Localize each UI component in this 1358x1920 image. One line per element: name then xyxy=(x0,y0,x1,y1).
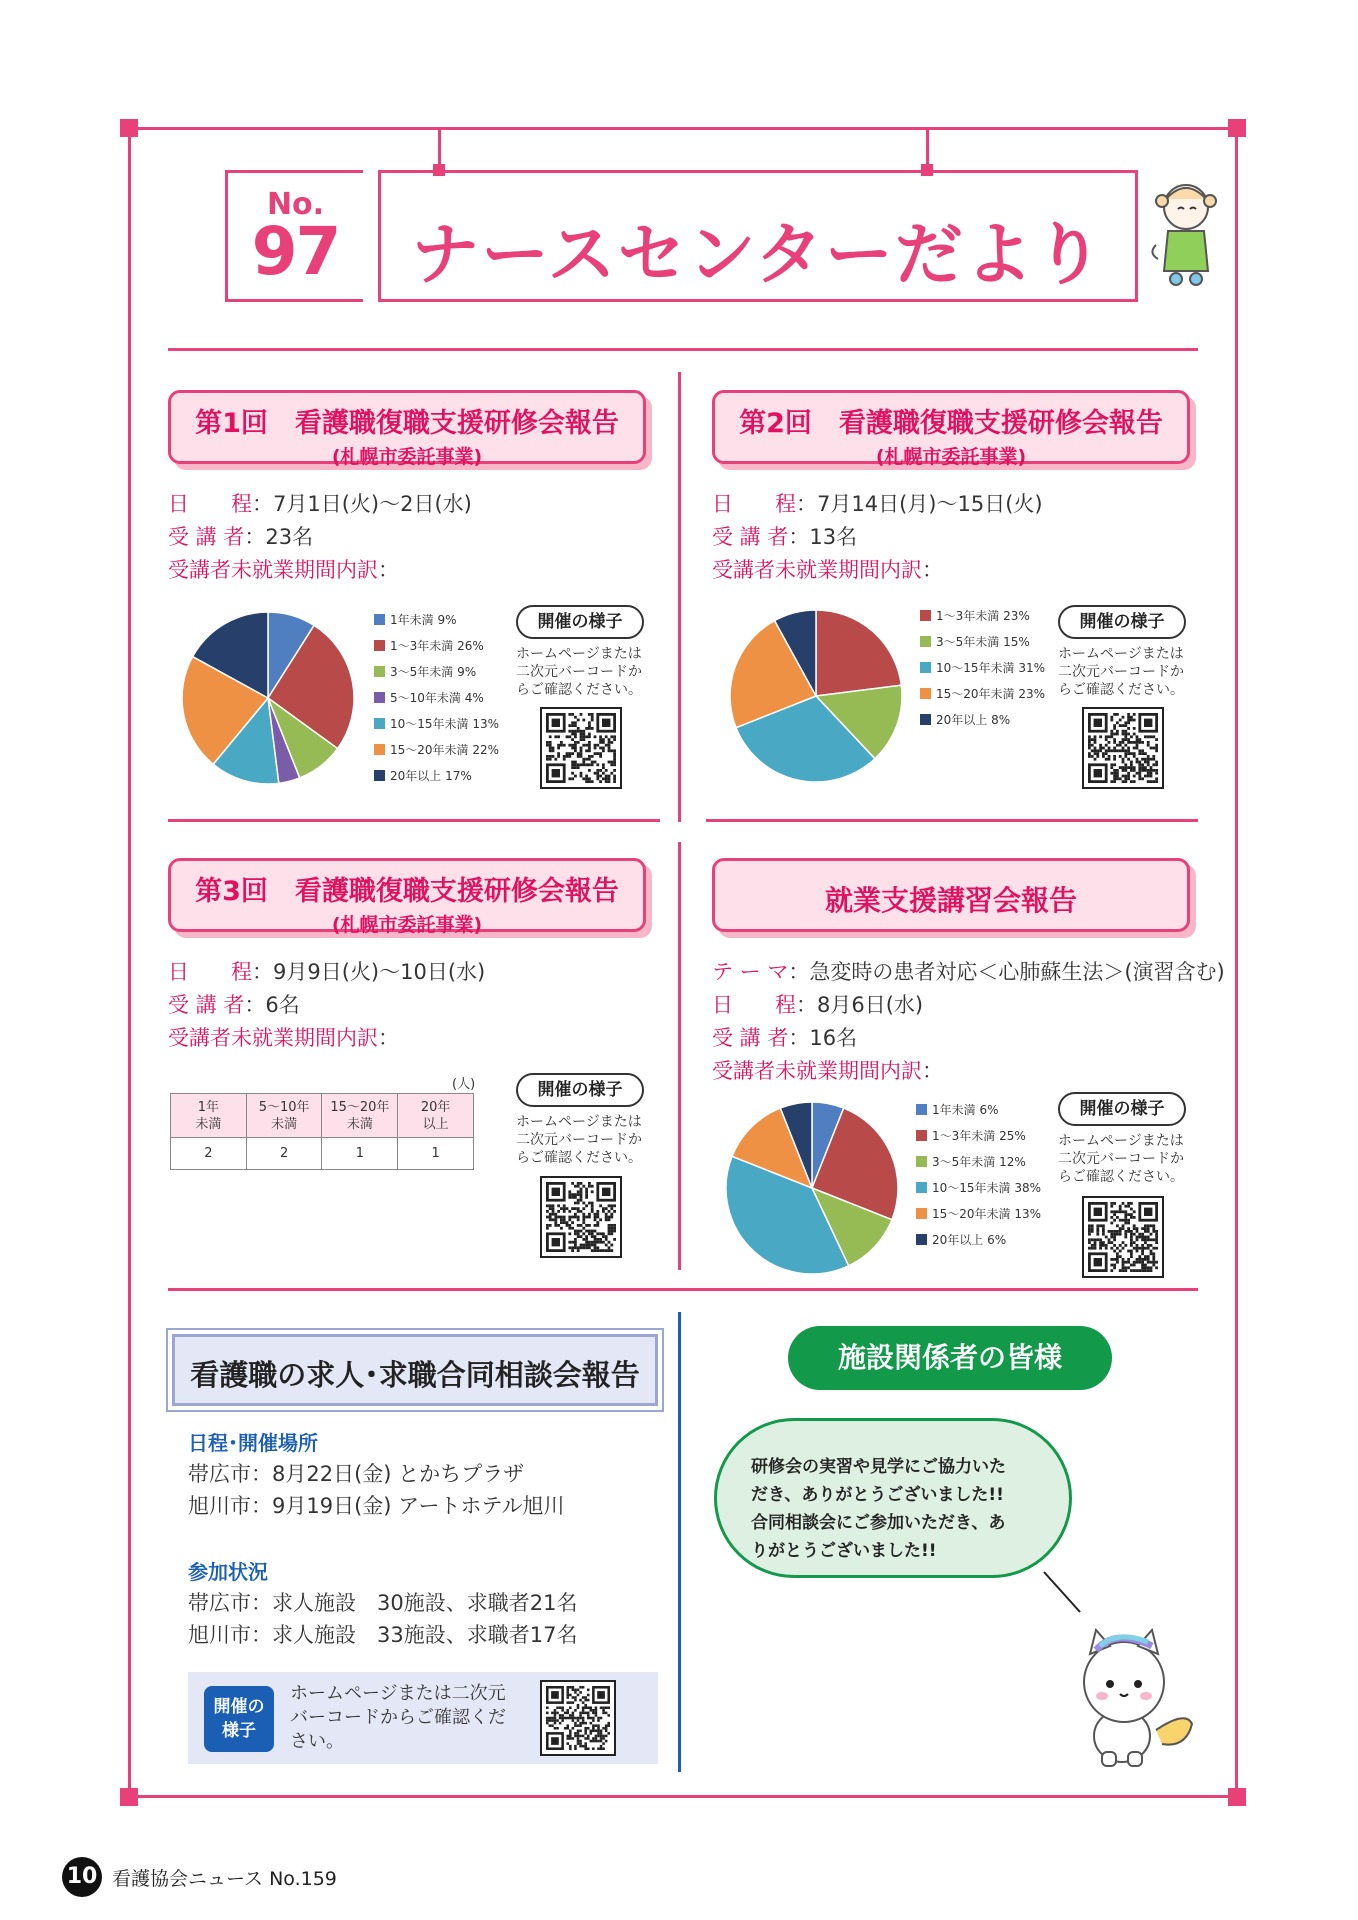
report1-title: 第1回 看護職復職支援研修会報告 xyxy=(195,408,619,439)
table-header-cell: 5～10年 未満 xyxy=(246,1094,322,1138)
legend-swatch xyxy=(916,1130,927,1141)
legend-swatch xyxy=(374,770,385,781)
schedule-label: 日 程 xyxy=(168,960,252,984)
message-line: だき、ありがとうございました!! xyxy=(751,1485,1004,1505)
page-title-box xyxy=(378,170,1138,302)
qr-code[interactable] xyxy=(1082,707,1164,789)
divider-center-lower[interactable] xyxy=(678,1312,681,1772)
frame-corner xyxy=(1228,119,1246,137)
legend-label: 10～15年未満 38% xyxy=(932,1180,1042,1195)
legend-swatch xyxy=(916,1182,927,1193)
legend-item xyxy=(920,654,1045,680)
legend-swatch xyxy=(920,714,931,725)
report3-subtitle: (札幌市委託事業) xyxy=(331,914,483,936)
qr-code[interactable] xyxy=(540,707,622,789)
divider-center-middle xyxy=(678,842,681,1270)
divider-middle-left xyxy=(168,819,660,822)
kaisai-text: ホームページまたは二次元バーコードからご確認ください。 xyxy=(1058,646,1184,698)
qr-pattern xyxy=(1088,1202,1158,1272)
legend-label: 15～20年未満 23% xyxy=(936,686,1046,701)
speech-bubble xyxy=(714,1418,1072,1578)
pie-slice-1 xyxy=(816,610,901,696)
kaisai-badge: 開催の様子 xyxy=(516,1073,644,1107)
breakdown-colon: ： xyxy=(378,558,399,582)
divider-top xyxy=(168,348,1198,351)
qr-code[interactable] xyxy=(1082,1196,1164,1278)
report4-info xyxy=(712,956,1225,1088)
legend-item xyxy=(916,1174,1041,1200)
table-cell: 2 xyxy=(246,1138,322,1170)
status-line: 旭川市：求人施設 33施設、求職者17名 xyxy=(188,1623,578,1647)
message-line: 研修会の実習や見学にご協力いた xyxy=(751,1457,1006,1477)
legend-swatch xyxy=(920,636,931,647)
attendees-label: 受 講 者 xyxy=(712,1026,789,1050)
divider-center-upper xyxy=(678,372,681,822)
speech-bubble-text xyxy=(751,1453,1051,1565)
legend-item xyxy=(916,1148,1041,1174)
page-title: ナースセンターだより xyxy=(411,216,1105,295)
qr-pattern xyxy=(546,1686,610,1750)
breakdown-label: 受講者未就業期間内訳 xyxy=(168,558,378,582)
report3-header xyxy=(168,858,646,936)
attendees-label: 受 講 者 xyxy=(712,525,789,549)
legend-label: 10～15年未満 13% xyxy=(390,716,500,731)
frame-top xyxy=(128,127,1238,130)
legend-label: 3～5年未満 9% xyxy=(390,664,477,679)
schedule-value: ：8月6日(水) xyxy=(796,993,924,1017)
legend-item xyxy=(916,1122,1041,1148)
message-line: 合同相談会にご参加いただき、あ xyxy=(751,1513,1006,1533)
legend-swatch xyxy=(374,718,385,729)
schedule-value: ：7月14日(月)～15日(火) xyxy=(796,492,1043,516)
schedule-heading: 日程･開催場所 xyxy=(188,1431,318,1455)
table-row xyxy=(171,1138,474,1170)
schedule-label: 日 程 xyxy=(168,492,252,516)
legend-swatch xyxy=(916,1104,927,1115)
report1-info xyxy=(168,488,472,587)
report4-title: 就業支援講習会報告 xyxy=(824,884,1077,917)
breakdown-colon: ： xyxy=(378,1026,399,1050)
bubble-tail xyxy=(1040,1570,1090,1620)
attendees-value: ：13名 xyxy=(788,525,858,549)
kaisai-badge: 開催の様子 xyxy=(516,605,644,639)
schedule-label: 日 程 xyxy=(712,993,796,1017)
legend-item xyxy=(920,706,1045,732)
report1-subtitle: (札幌市委託事業) xyxy=(331,446,483,468)
divider-middle-right xyxy=(706,819,1198,822)
report3-title: 第3回 看護職復職支援研修会報告 xyxy=(195,876,619,907)
legend-swatch xyxy=(920,610,931,621)
legend-item xyxy=(920,680,1045,706)
legend-swatch xyxy=(374,640,385,651)
table-cell: 1 xyxy=(398,1138,474,1170)
legend-label: 5～10年未満 4% xyxy=(390,690,484,705)
legend-item xyxy=(374,736,499,762)
frame-bottom xyxy=(128,1795,1238,1798)
report1-header xyxy=(168,390,646,468)
report2-title: 第2回 看護職復職支援研修会報告 xyxy=(739,408,1163,439)
facility-heading: 施設関係者の皆様 xyxy=(788,1326,1112,1390)
status-heading: 参加状況 xyxy=(188,1560,268,1584)
legend-label: 3～5年未満 15% xyxy=(936,634,1030,649)
table-unit: (人) xyxy=(452,1077,476,1092)
kaisai-block-1 xyxy=(516,605,644,699)
frame-corner xyxy=(1228,1788,1246,1806)
legend-label: 15～20年未満 22% xyxy=(390,742,500,757)
report2-info xyxy=(712,488,1043,587)
report2-header xyxy=(712,390,1190,468)
qr-code[interactable] xyxy=(540,1680,616,1756)
breakdown-label: 受講者未就業期間内訳 xyxy=(712,1059,922,1083)
legend-swatch xyxy=(920,662,931,673)
message-line: りがとうございました!! xyxy=(751,1541,937,1561)
table-cell: 2 xyxy=(171,1138,247,1170)
legend-label: 1～3年未満 23% xyxy=(936,608,1030,623)
table-header-row xyxy=(171,1094,474,1138)
breakdown-label: 受講者未就業期間内訳 xyxy=(712,558,922,582)
report3-info xyxy=(168,956,485,1055)
legend-item xyxy=(916,1096,1041,1122)
legend-item xyxy=(920,628,1045,654)
kaisai-badge: 開催の様子 xyxy=(1058,605,1186,639)
table-header-cell: 15～20年 未満 xyxy=(322,1094,398,1138)
kaisai-block-4 xyxy=(1058,1092,1186,1186)
schedule-value: ：7月1日(火)～2日(水) xyxy=(252,492,472,516)
pie-chart-2 xyxy=(726,606,906,786)
legend-item xyxy=(374,762,499,788)
divider-lower xyxy=(168,1288,1198,1291)
schedule-line: 旭川市：9月19日(金) アートホテル旭川 xyxy=(188,1494,565,1518)
kaisai-text: ホームページまたは二次元バーコードからご確認ください。 xyxy=(290,1683,506,1752)
legend-label: 1～3年未満 25% xyxy=(932,1128,1026,1143)
table-header-cell: 1年 未満 xyxy=(171,1094,247,1138)
legend-item xyxy=(374,684,499,710)
legend-swatch xyxy=(916,1234,927,1245)
nurse-mascot-illustration xyxy=(1146,175,1226,295)
breakdown-colon: ： xyxy=(922,558,943,582)
attendees-value: ：6名 xyxy=(244,993,300,1017)
job-fair-kaisai-box xyxy=(188,1672,658,1764)
legend-item xyxy=(374,632,499,658)
qr-pattern xyxy=(546,1182,616,1252)
publication-name: 看護協会ニュース No.159 xyxy=(112,1868,337,1890)
kaisai-text: ホームページまたは二次元バーコードからご確認ください。 xyxy=(516,1114,642,1166)
legend-label: 1年未満 9% xyxy=(390,612,457,627)
attendees-value: ：16名 xyxy=(788,1026,858,1050)
schedule-value: ：9月9日(火)～10日(水) xyxy=(252,960,486,984)
attendees-label: 受 講 者 xyxy=(168,525,245,549)
issue-number-box xyxy=(225,170,363,302)
frame-corner xyxy=(120,119,138,137)
legend-swatch xyxy=(916,1208,927,1219)
kaisai-text: ホームページまたは二次元バーコードからご確認ください。 xyxy=(516,646,642,698)
issue-number-label: No. xyxy=(266,187,325,222)
legend-swatch xyxy=(374,666,385,677)
pie-chart-1 xyxy=(178,608,358,788)
legend-item xyxy=(920,602,1045,628)
table-header-cell: 20年 以上 xyxy=(398,1094,474,1138)
legend-swatch xyxy=(920,688,931,699)
qr-code[interactable] xyxy=(540,1176,622,1258)
job-fair-title: 看護職の求人･求職合同相談会報告 xyxy=(190,1358,640,1392)
legend-item xyxy=(916,1200,1041,1226)
legend-swatch xyxy=(374,692,385,703)
breakdown-colon: ： xyxy=(922,1059,943,1083)
frame-right xyxy=(1235,127,1238,1797)
issue-number: 97 xyxy=(251,213,340,290)
legend-item xyxy=(374,606,499,632)
legend-4 xyxy=(916,1096,1041,1252)
legend-label: 1～3年未満 26% xyxy=(390,638,484,653)
legend-item xyxy=(374,658,499,684)
frame-left xyxy=(128,127,131,1797)
theme-value: ：急変時の患者対応＜心肺蘇生法＞(演習含む) xyxy=(788,960,1225,984)
kaisai-text: ホームページまたは二次元バーコードからご確認ください。 xyxy=(1058,1133,1184,1185)
frame-corner xyxy=(120,1788,138,1806)
legend-label: 15～20年未満 13% xyxy=(932,1206,1042,1221)
attendees-value: ：23名 xyxy=(244,525,314,549)
legend-label: 3～5年未満 12% xyxy=(932,1154,1026,1169)
schedule-line: 帯広市：8月22日(金) とかちプラザ xyxy=(188,1462,525,1486)
kaisai-badge: 開催の 様子 xyxy=(204,1686,274,1752)
legend-label: 10～15年未満 31% xyxy=(936,660,1046,675)
schedule-label: 日 程 xyxy=(712,492,796,516)
qr-pattern xyxy=(546,713,616,783)
attendees-label: 受 講 者 xyxy=(168,993,245,1017)
legend-label: 20年以上 6% xyxy=(932,1232,1007,1247)
legend-1 xyxy=(374,606,499,788)
report2-subtitle: (札幌市委託事業) xyxy=(875,446,1027,468)
legend-swatch xyxy=(374,614,385,625)
legend-swatch xyxy=(916,1156,927,1167)
legend-item xyxy=(916,1226,1041,1252)
page-number: 10 xyxy=(62,1857,102,1897)
legend-swatch xyxy=(374,744,385,755)
status-line: 帯広市：求人施設 30施設、求職者21名 xyxy=(188,1591,578,1615)
job-fair-header xyxy=(172,1334,658,1406)
breakdown-label: 受講者未就業期間内訳 xyxy=(168,1026,378,1050)
kaisai-block-2 xyxy=(1058,605,1186,699)
legend-label: 20年以上 8% xyxy=(936,712,1011,727)
qr-pattern xyxy=(1088,713,1158,783)
theme-label: テ ー マ xyxy=(712,960,789,984)
attendee-breakdown-table xyxy=(170,1093,474,1170)
legend-label: 20年以上 17% xyxy=(390,768,472,783)
pie-chart-4 xyxy=(722,1098,902,1278)
legend-label: 1年未満 6% xyxy=(932,1102,999,1117)
unicorn-mascot-illustration xyxy=(1066,1620,1202,1770)
legend-item xyxy=(374,710,499,736)
kaisai-badge: 開催の様子 xyxy=(1058,1092,1186,1126)
kaisai-block-3 xyxy=(516,1073,644,1167)
report4-header xyxy=(712,858,1190,932)
legend-2 xyxy=(920,602,1045,732)
table-cell: 1 xyxy=(322,1138,398,1170)
